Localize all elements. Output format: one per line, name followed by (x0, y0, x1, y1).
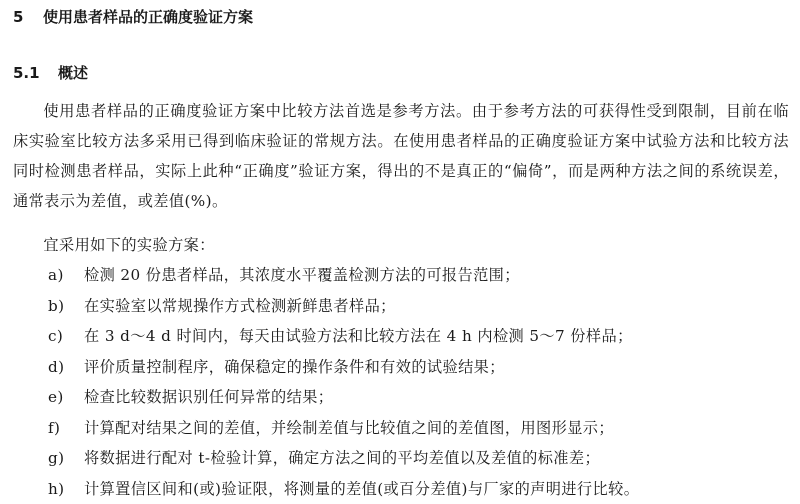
list-intro: 宜采用如下的实验方案： (13, 230, 215, 260)
list-item (48, 382, 639, 413)
list-item (48, 260, 639, 291)
list-item-text: 计算置信区间和(或)验证限，将测量的差值(或百分差值)与厂家的声明进行比较。 (84, 474, 639, 504)
list-item-text: 在实验室以常规操作方式检测新鲜患者样品； (84, 291, 396, 322)
experiment-steps-list (48, 260, 639, 504)
list-item (48, 443, 639, 474)
list-item-marker: a) (48, 260, 84, 291)
list-item-text: 评价质量控制程序，确保稳定的操作条件和有效的试验结果； (84, 352, 505, 383)
list-item (48, 413, 639, 444)
section-number: 5 (13, 7, 43, 27)
list-item (48, 352, 639, 383)
subsection-title: 概述 (58, 64, 88, 82)
list-item-marker: e) (48, 382, 84, 413)
list-item-text: 在 3 d～4 d 时间内，每天由试验方法和比较方法在 4 h 内检测 5～7 份样品； (84, 321, 633, 352)
list-item-text: 计算配对结果之间的差值，并绘制差值与比较值之间的差值图，用图形显示； (84, 413, 614, 444)
list-item (48, 291, 639, 322)
subsection-number: 5.1 (13, 63, 58, 83)
list-item-marker: f) (48, 413, 84, 444)
overview-paragraph: 使用患者样品的正确度验证方案中比较方法首选是参考方法。由于参考方法的可获得性受到限制，目前在临床实验室比较方法多采用已得到临床验证的常规方法。在使用患者样品的正确度验证方案中试验方法和比较方法同时检测患者样品，实际上此种“正确度”验证方案，得出的不是真正的“偏倚”，而是两种方法之间的系统误差，通常表示为差值，或差值(%)。 (13, 96, 789, 216)
list-item-marker: h) (48, 474, 84, 504)
subsection-heading (13, 63, 88, 83)
list-item-text: 将数据进行配对 t-检验计算，确定方法之间的平均差值以及差值的标准差； (84, 443, 600, 474)
list-item-text: 检测 20 份患者样品，其浓度水平覆盖检测方法的可报告范围； (84, 260, 520, 291)
section-title: 使用患者样品的正确度验证方案 (43, 8, 253, 26)
list-item (48, 321, 639, 352)
section-heading (13, 7, 253, 27)
list-item-marker: d) (48, 352, 84, 383)
list-item-marker: b) (48, 291, 84, 322)
list-item (48, 474, 639, 504)
list-item-marker: c) (48, 321, 84, 352)
list-item-text: 检查比较数据识别任何异常的结果； (84, 382, 333, 413)
list-item-marker: g) (48, 443, 84, 474)
